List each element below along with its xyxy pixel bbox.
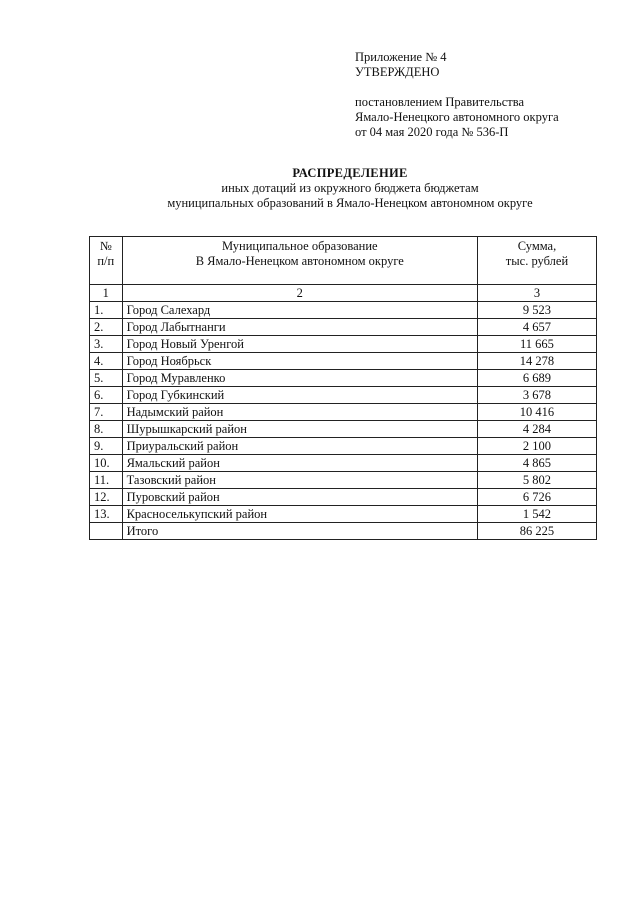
table-row xyxy=(90,455,597,472)
row-number-cell: 13. xyxy=(90,506,123,523)
row-number-cell: 2. xyxy=(90,319,123,336)
column-number-cell: 1 xyxy=(90,285,123,302)
row-number-cell: 10. xyxy=(90,455,123,472)
row-number-cell: 4. xyxy=(90,353,123,370)
table-row xyxy=(90,421,597,438)
sum-cell: 10 416 xyxy=(477,404,596,421)
sum-cell: 5 802 xyxy=(477,472,596,489)
municipality-name-cell: Тазовский район xyxy=(122,472,477,489)
decree-line-2: Ямало-Ненецкого автономного округа xyxy=(355,110,559,124)
row-number-cell xyxy=(90,523,123,540)
decree-line-1: постановлением Правительства xyxy=(355,95,525,109)
table-row xyxy=(90,387,597,404)
header-municipality-line-2: В Ямало-Ненецком автономном округе xyxy=(195,254,404,268)
row-number-cell: 8. xyxy=(90,421,123,438)
header-sum-line-2: тыс. рублей xyxy=(505,254,569,268)
municipality-name-cell: Итого xyxy=(122,523,477,540)
distribution-table xyxy=(89,236,597,540)
table-row xyxy=(90,319,597,336)
municipality-name-cell: Шурышкарский район xyxy=(122,421,477,438)
header-municipality-line-1: Муниципальное образование xyxy=(221,239,378,253)
row-number-cell: 11. xyxy=(90,472,123,489)
approved-label: УТВЕРЖДЕНО xyxy=(355,65,440,79)
municipality-name-cell: Красноселькупский район xyxy=(122,506,477,523)
municipality-name-cell: Ямальский район xyxy=(122,455,477,472)
sum-cell: 9 523 xyxy=(477,302,596,319)
table-body xyxy=(90,285,597,540)
sum-cell: 1 542 xyxy=(477,506,596,523)
municipality-name-cell: Город Губкинский xyxy=(122,387,477,404)
table-row xyxy=(90,472,597,489)
column-number-cell: 2 xyxy=(122,285,477,302)
sum-cell: 4 657 xyxy=(477,319,596,336)
municipality-name-cell: Город Лабытнанги xyxy=(122,319,477,336)
sum-cell: 6 726 xyxy=(477,489,596,506)
row-number-cell: 1. xyxy=(90,302,123,319)
row-number-cell: 3. xyxy=(90,336,123,353)
sum-cell: 6 689 xyxy=(477,370,596,387)
table-row xyxy=(90,302,597,319)
document-title: РАСПРЕДЕЛЕНИЕ xyxy=(292,166,408,180)
row-number-cell: 12. xyxy=(90,489,123,506)
sum-cell: 3 678 xyxy=(477,387,596,404)
table-row xyxy=(90,438,597,455)
table-row xyxy=(90,370,597,387)
table-header-row xyxy=(90,237,597,285)
appendix-label: Приложение № 4 xyxy=(355,50,447,64)
municipality-name-cell: Город Новый Уренгой xyxy=(122,336,477,353)
municipality-name-cell: Пуровский район xyxy=(122,489,477,506)
municipality-name-cell: Надымский район xyxy=(122,404,477,421)
header-number xyxy=(90,237,123,285)
approval-header xyxy=(355,50,559,140)
decree-line-3: от 04 мая 2020 года № 536-П xyxy=(355,125,509,139)
sum-cell: 11 665 xyxy=(477,336,596,353)
row-number-cell: 9. xyxy=(90,438,123,455)
municipality-name-cell: Город Ноябрьск xyxy=(122,353,477,370)
document-subtitle-line-1: иных дотаций из окружного бюджета бюджетам xyxy=(221,181,479,195)
municipality-name-cell: Город Салехард xyxy=(122,302,477,319)
sum-cell: 2 100 xyxy=(477,438,596,455)
table-row xyxy=(90,336,597,353)
column-number-cell: 3 xyxy=(477,285,596,302)
row-number-cell: 5. xyxy=(90,370,123,387)
municipality-name-cell: Город Муравленко xyxy=(122,370,477,387)
header-number-line-1: № xyxy=(99,239,112,253)
header-municipality xyxy=(122,237,477,285)
header-sum xyxy=(477,237,596,285)
table-row xyxy=(90,489,597,506)
sum-cell: 4 284 xyxy=(477,421,596,438)
sum-cell: 14 278 xyxy=(477,353,596,370)
document-subtitle-line-2: муниципальных образований в Ямало-Ненецком автономном округе xyxy=(167,196,533,210)
row-number-cell: 7. xyxy=(90,404,123,421)
header-sum-line-1: Сумма, xyxy=(517,239,557,253)
sum-cell: 4 865 xyxy=(477,455,596,472)
total-row xyxy=(90,523,597,540)
column-number-row xyxy=(90,285,597,302)
municipality-name-cell: Приуральский район xyxy=(122,438,477,455)
header-number-line-2: п/п xyxy=(97,254,115,268)
table-row xyxy=(90,353,597,370)
row-number-cell: 6. xyxy=(90,387,123,404)
sum-cell: 86 225 xyxy=(477,523,596,540)
document-title-block xyxy=(60,166,640,211)
table-row xyxy=(90,506,597,523)
table-row xyxy=(90,404,597,421)
